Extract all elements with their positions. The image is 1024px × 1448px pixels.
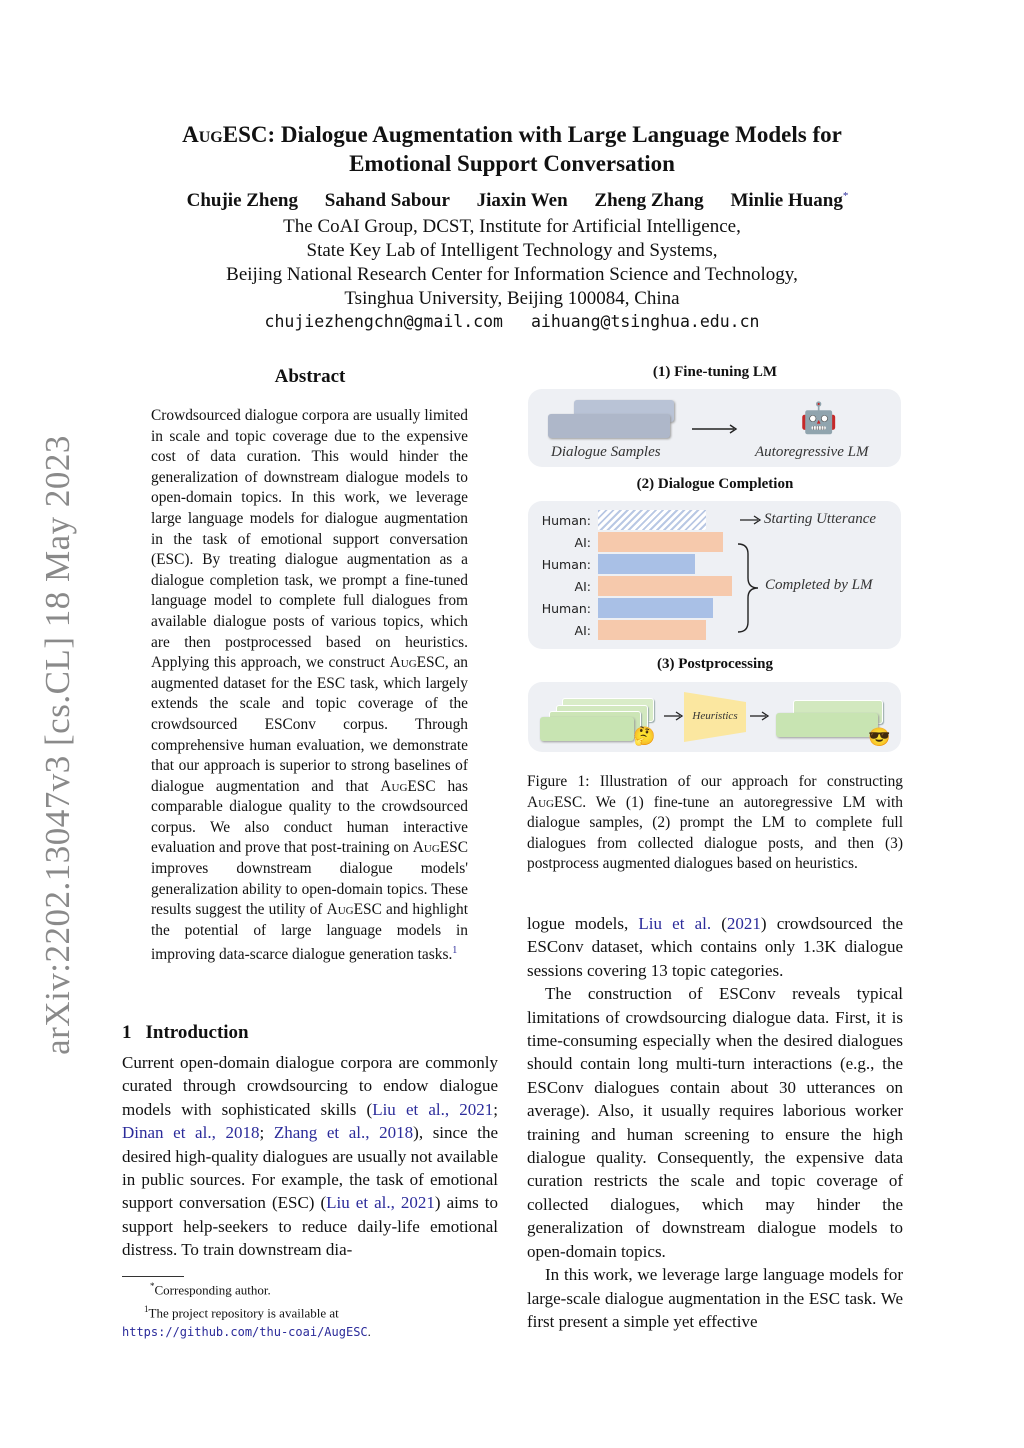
paragraph-text: logue models,	[527, 914, 639, 933]
abstract-text: has comparable dialogue quality to the crowdsourced corpus. We also conduct human interactive evaluation and prove that post-training on	[151, 777, 468, 857]
author: Chujie Zheng	[186, 190, 298, 212]
section-title: Introduction	[145, 1022, 249, 1043]
citation-link[interactable]: Zhang et al., 2018	[273, 1123, 414, 1143]
ai-utterance-bar	[598, 532, 723, 552]
paragraph	[527, 912, 903, 982]
repository-link[interactable]: https://github.com/thu-coai/AugESC	[122, 1324, 368, 1339]
affiliation-line: State Key Lab of Intelligent Technology and Systems,	[306, 240, 718, 261]
ai-utterance-bar	[598, 576, 732, 596]
corresponding-mark: *	[842, 190, 849, 202]
abstract-text: and highlight the potential of large language models in improving data-scarce dialogue generation tasks.	[151, 901, 468, 964]
citation-link[interactable]: Liu et al., 2021	[326, 1193, 435, 1213]
right-column-body	[527, 912, 903, 1333]
caption-text: . We (1) fine-tune an autoregressive LM with dialogue samples, (2) prompt the LM to complete full dialogues from collected dialogue posts, and then (3) postprocess augmented dialogues based on heuristics.	[527, 793, 903, 873]
citation-paren: (	[711, 914, 727, 933]
affiliation-line: Beijing National Research Center for Information Science and Technology,	[226, 264, 798, 285]
figure-panel-title: (2) Dialogue Completion	[636, 476, 794, 492]
human-utterance-bar	[598, 554, 695, 574]
speaker-label: Human:	[541, 557, 591, 572]
email: chujiezhengchn@gmail.com	[264, 312, 503, 331]
figure-caption	[527, 772, 903, 875]
citation-separator: ;	[259, 1123, 274, 1143]
abstract-heading: Abstract	[274, 366, 346, 387]
sample-card-front	[548, 414, 670, 438]
arrow-right-icon	[748, 710, 772, 722]
title-line-2: Emotional Support Conversation	[349, 151, 675, 176]
speaker-label: AI:	[574, 623, 591, 638]
footnote-mark: 1	[144, 1303, 149, 1314]
dialogue-card-front	[540, 717, 634, 741]
abstract-text: improves downstream dialogue models' generalization ability to open-domain topics. These results suggest the utility of	[151, 860, 468, 919]
emails	[100, 312, 924, 331]
title-system-name: AugESC	[182, 122, 268, 147]
curly-brace-icon	[734, 542, 764, 634]
system-name: AugESC	[412, 839, 468, 857]
filtered-card-front	[776, 713, 878, 737]
system-name: AugESC	[389, 654, 445, 672]
arrow-right-icon	[690, 423, 740, 435]
caption-text: Figure 1: Illustration of our approach for constructing	[527, 773, 903, 790]
section-number: 1	[122, 1022, 132, 1043]
author: Minlie Huang	[730, 190, 843, 212]
paragraph: The construction of ESConv reveals typical limitations of crowdsourcing dialogue data. First, it is time-consuming especially when the desired dialogues should contain long multi-turn interactions (e.g., the ESConv dialogues contain about 30 utterances on average). Also, it usually requires laborious worker training and human screening to ensure the high dialogue quality. Consequently, the expensive data curation restricts the scale and topic coverage of collected dialogues, which may hinder the generalization of downstream dialogue models to open-domain topics.	[527, 984, 903, 1261]
dialogue-samples-label: Dialogue Samples	[551, 444, 661, 460]
ai-utterance-bar	[598, 620, 706, 640]
citation-year-link[interactable]: 2021	[726, 914, 761, 933]
system-name: AugESC	[380, 777, 436, 795]
speaker-label: Human:	[541, 513, 591, 528]
thinking-face-icon: 🤔	[633, 726, 656, 746]
intro-text: ), since the desired high-quality dialogues are usually not available in public sources. For example, the task of emotional support conversation (ESC) (	[122, 1123, 499, 1213]
intro-text: Current open-domain dialogue corpora are commonly curated through crowdsourcing to endow dialogue models with sophisticated skills (	[122, 1053, 498, 1119]
completed-by-lm-label: Completed by LM	[765, 577, 873, 593]
intro-text: ) aims to support help-seekers to reduce daily-life emotional distress. To train downstream dia-	[122, 1193, 498, 1260]
speaker-label: AI:	[574, 535, 591, 550]
footnote-mark: *	[150, 1281, 155, 1291]
footnote	[122, 1300, 502, 1341]
paper-title	[100, 120, 924, 178]
author: Jiaxin Wen	[476, 190, 568, 212]
title-text: : Dialogue Augmentation with Large Language Models for	[267, 122, 842, 147]
abstract-text: Crowdsourced dialogue corpora are usually limited in scale and topic coverage due to the expensive cost of data curation. This would hinder the generalization of downstream dialogue models to open-domain topics. In this work, we leverage large language models for dialogue augmentation in the task of emotional support conversation (ESC). By treating dialogue augmentation as a dialogue completion task, we prompt a fine-tuned language model to complete full dialogues from available dialogue posts of various topics, which are then postprocessed based on heuristics. Applying this approach, we construct	[151, 407, 468, 672]
citation-link[interactable]: Liu et al.	[638, 914, 712, 933]
author: Sahand Sabour	[324, 190, 450, 212]
citation-link[interactable]: Dinan et al., 2018	[122, 1123, 260, 1143]
section-heading-introduction	[122, 1022, 249, 1044]
footnote-ref[interactable]: 1	[452, 945, 458, 957]
autoregressive-lm-label: Autoregressive LM	[755, 444, 869, 460]
citation-separator: ;	[493, 1099, 498, 1119]
arrow-right-icon	[662, 710, 686, 722]
affiliation-line: Tsinghua University, Beijing 100084, China	[344, 288, 680, 309]
starting-utterance-bar	[598, 510, 706, 530]
starting-utterance-label: Starting Utterance	[764, 511, 877, 527]
cool-face-icon: 😎	[868, 727, 891, 747]
paragraph: In this work, we leverage large language models for large-scale dialogue augmentation in the ESC task. We first present a simple yet effective	[527, 1265, 903, 1331]
intro-paragraph	[122, 1051, 498, 1262]
abstract-text: , an augmented dataset for the ESC task, which largely extends the scale and topic coverage of the crowdsourced ESConv corpus. Through comprehensive human evaluation, we demonstrate that our approach is superior to strong baselines of dialogue augmentation and that	[151, 654, 468, 795]
figure-panel-title: (3) Postprocessing	[657, 656, 773, 672]
robot-icon: 🤖	[800, 402, 838, 435]
system-name: AugESC	[326, 901, 382, 919]
author-list	[100, 190, 924, 212]
human-utterance-bar	[598, 598, 713, 618]
speaker-label: AI:	[574, 579, 591, 594]
heuristics-label: Heuristics	[692, 710, 738, 722]
footnote-text: The project repository is available at	[148, 1305, 339, 1321]
affiliation	[100, 215, 924, 311]
affiliation-line: The CoAI Group, DCST, Institute for Artificial Intelligence,	[283, 216, 741, 237]
footnote	[122, 1277, 502, 1300]
speaker-label: Human:	[541, 601, 591, 616]
paragraph-text: ) crowdsourced the ESConv dataset, which contains only 1.3K dialogue sessions covering 13 topic categories.	[527, 914, 903, 980]
figure-panel-title: (1) Fine-tuning LM	[652, 364, 778, 380]
system-name: AugESC	[527, 793, 583, 811]
abstract-body	[151, 406, 468, 966]
citation-link[interactable]: Liu et al., 2021	[372, 1099, 494, 1119]
arrow-right-icon	[738, 514, 764, 526]
author: Zheng Zhang	[594, 190, 704, 212]
footnote-end: .	[367, 1323, 371, 1339]
footnotes	[122, 1277, 502, 1341]
email: aihuang@tsinghua.edu.cn	[530, 312, 760, 331]
footnote-text: Corresponding author.	[154, 1282, 271, 1298]
arxiv-stamp: arXiv:2202.13047v3 [cs.CL] 18 May 2023	[38, 435, 77, 1055]
